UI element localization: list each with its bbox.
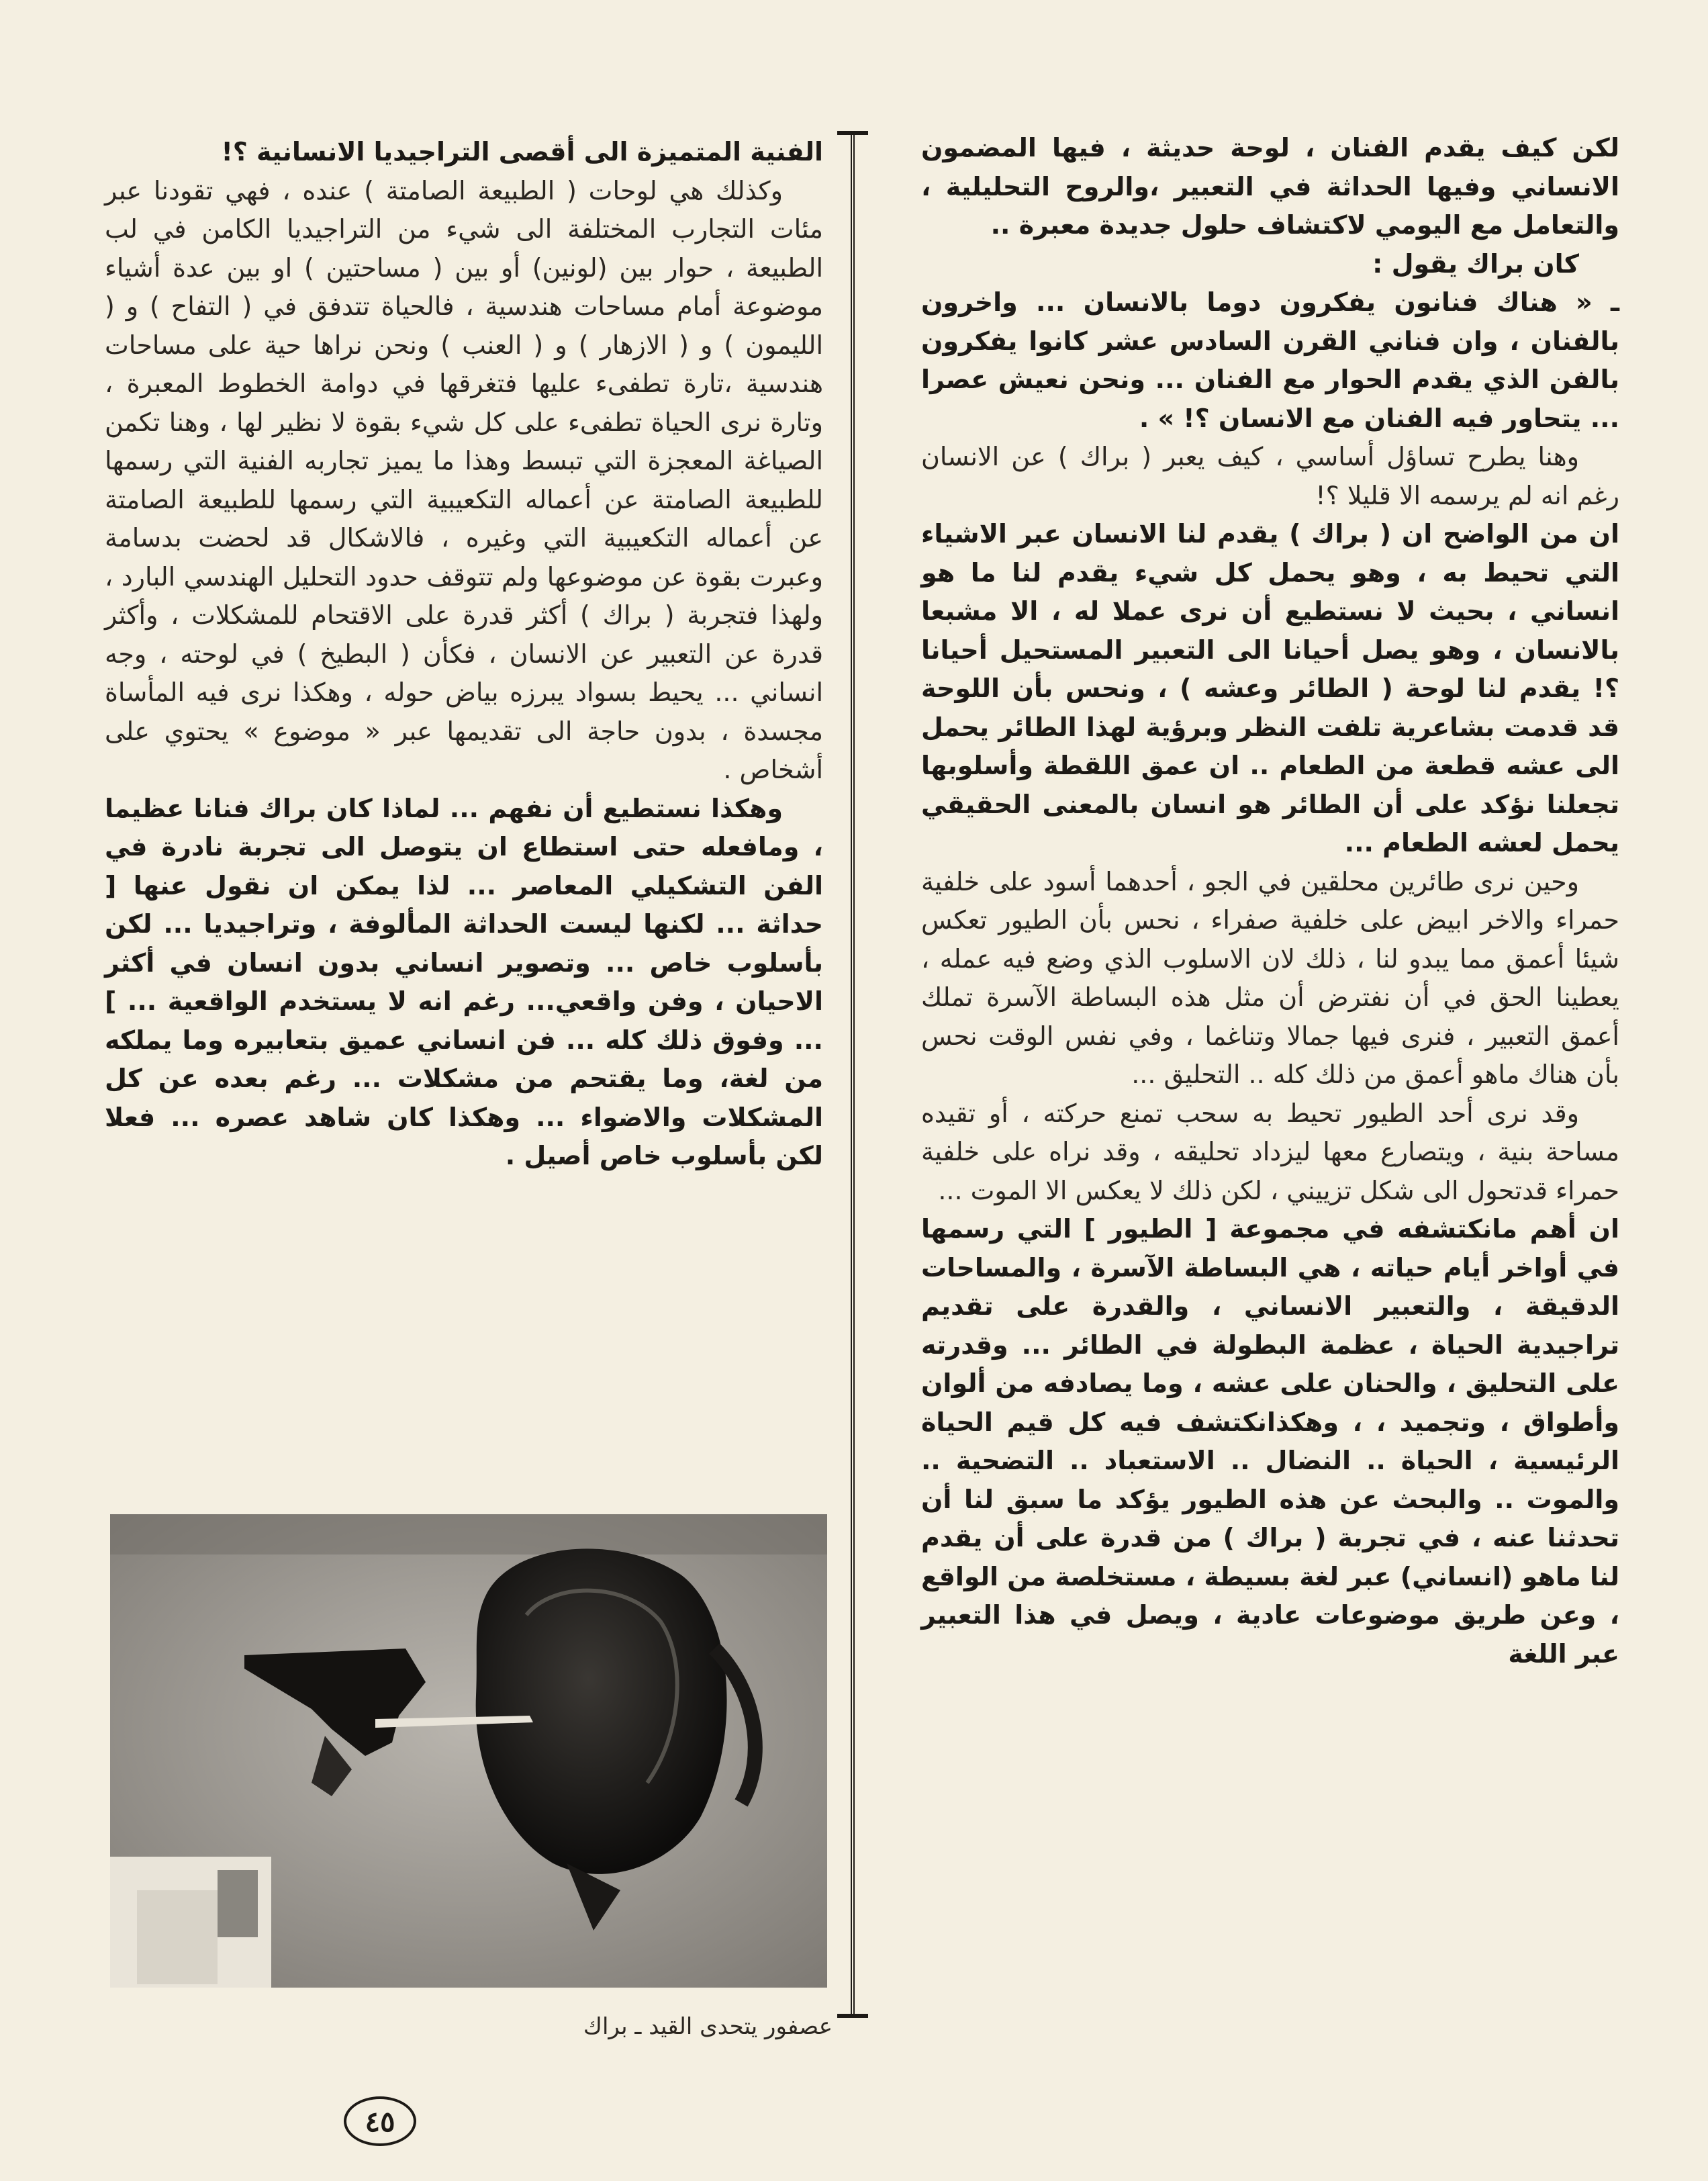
figure-caption: عصفور يتحدى القيد ـ براك <box>583 2013 833 2040</box>
right-paragraph-7: وقد نرى أحد الطيور تحيط به سحب تمنع حركته ، أو تقيده مساحة بنية ، ويتصارع معها ليزداد تحليقه ، وقد نراه على خلفية حمراء قدتحول الى شكل تزييني ، لكن ذلك لا يعكس الا الموت ... <box>921 1098 1619 1205</box>
painting-photo <box>110 1514 827 1988</box>
page-number: ٤٥ <box>344 2096 416 2146</box>
left-text-column <box>105 133 823 1170</box>
cage-shape <box>476 1548 727 1873</box>
right-text-column <box>921 129 1619 2142</box>
right-paragraph-4: وهنا يطرح تساؤل أساسي ، كيف يعبر ( براك ) عن الانسان رغم انه لم يرسمه الا قليلا ؟! <box>921 442 1619 510</box>
right-paragraph-8: ان أهم مانكتشفه في مجموعة [ الطيور ] التي رسمها في أواخر أيام حياته ، هي البساطة الآسرة ، والمساحات الدقيقة ، والتعبير الانساني ، والقدرة على تقديم تراجيدية الحياة ، عظمة البطولة في الطائر ... وقدرته على التحليق ، والحنان على عشه ، وما يصادفه من ألوان وأطواق ، وتجميد ، ، وهكذانكتشف فيه كل قيم الحياة الرئيسية ، الحياة .. النضال .. الاستعباد .. التضحية .. والموت .. والبحث عن هذه الطيور يؤكد ما سبق لنا أن تحدثنا عنه ، في تجربة ( براك ) من قدرة على أن يقدم لنا ماهو (انساني) عبر لغة بسيطة ، مستخلصة من الواقع ، وعن طريق موضوعات عادية ، ويصل في هذا التعبير عبر اللغة <box>921 1214 1619 1669</box>
right-paragraph-6: وحين نرى طائرين محلقين في الجو ، أحدهما أسود على خلفية حمراء والاخر ابيض على خلفية صفراء ، نحس بأن الطيور تعكس شيئا أعمق مما يبدو لنا ، ذلك لان الاسلوب الذي وضع فيه عمله ، يعطينا الحق في أن نفترض أن مثل هذه البساطة الآسرة تملك أعمق التعبير ، فنرى فيها جمالا وتناغما ، وفي نفس الوقت نحس بأن هناك ماهو أعمق من ذلك كله .. التحليق ... <box>921 866 1619 1089</box>
divider-line <box>851 135 855 2014</box>
braque-quote: ـ « هناك فنانون يفكرون دوما بالانسان ... واخرون بالفنان ، وان فناني القرن السادس عشر كانوا يفكرون بالفن الذي يقدم الحوار مع الفنان ... ونحن نعيش عصرا ... يتحاور فيه الفنان مع الانسان ؟! » . <box>921 287 1619 433</box>
right-paragraph-5: ان من الواضح ان ( براك ) يقدم لنا الانسان عبر الاشياء التي تحيط به ، وهو يحمل كل شيء يقدم لنا ما هو انساني ، بحيث لا نستطيع أن نرى عملا له ، الا مشبعا بالانسان ، وهو يصل أحيانا الى التعبير المستحيل أحيانا ؟! يقدم لنا لوحة ( الطائر وعشه ) ، ونحس بأن اللوحة قد قدمت بشاعرية تلفت النظر وبرؤية لهذا الطائر يحمل الى عشه قطعة من الطعام .. ان عمق اللقطة وأسلوبها تجعلنا نؤكد على أن الطائر هو انسان بالمعنى الحقيقي يحمل لعشه الطعام ... <box>921 519 1619 857</box>
left-paragraph-2: وكذلك هي لوحات ( الطبيعة الصامتة ) عنده ، فهي تقودنا عبر مئات التجارب المختلفة الى شيء من التراجيديا الكامن في لب الطبيعة ، حوار بين (لونين) أو بين ( مساحتين ) او بين عدة أشياء موضوعة أمام مساحات هندسية ، فالحياة تتدفق في ( التفاح ) و ( الليمون ) و ( الازهار ) و ( العنب ) ونحن نراها حية على مساحات هندسية ،تارة تطفىء عليها فتغرقها في دوامة الخطوط المعبرة ، وتارة نرى الحياة تطفىء على كل شيء بقوة لا نظير لها ، وهنا تكمن الصياغة المعجزة التي تبسط وهذا ما يميز تجاربه الفنية التي رسمها للطبيعة الصامتة عن أعماله التكعيبية التي رسمها للطبيعة الصامتة عن أعماله التكعيبية التي وغيره ، فالاشكال قد لحضت بدسامة وعبرت بقوة عن موضوعها ولم تتوقف حدود التحليل الهندسي البارد ، ولهذا فتجربة ( براك ) أكثر قدرة على الاقتحام للمشكلات ، وأكثر قدرة عن التعبير عن الانسان ، فكأن ( البطيخ ) في لوحته ، وجه انساني ... يحيط بسواد يبرزه بياض حوله ، وهكذا نرى فيه المأساة مجسدة ، بدون حاجة الى تقديمها عبر « موضوع » يحتوي على أشخاص . <box>105 175 823 784</box>
left-paragraph-1: الفنية المتميزة الى أقصى التراجيديا الانسانية ؟! <box>221 137 823 167</box>
painting-image <box>110 1514 827 1988</box>
column-divider <box>837 131 868 2018</box>
right-paragraph-1: لكن كيف يقدم الفنان ، لوحة حديثة ، فيها المضمون الانساني وفيها الحداثة في التعبير ،والروح التحليلية ، والتعامل مع اليومي لاكتشاف حلول جديدة معبرة .. <box>921 133 1619 240</box>
left-paragraph-3: وهكذا نستطيع أن نفهم ... لماذا كان براك فنانا عظيما ، ومافعله حتى استطاع ان يتوصل الى تجربة نادرة في الفن التشكيلي المعاصر ... لذا يمكن ان نقول عنها [ حداثة ... لكنها ليست الحداثة المألوفة ، وتراجيديا ... لكن بأسلوب خاص ... وتصوير انساني بدون انسان في أكثر الاحيان ، وفن واقعي... رغم انه لا يستخدم الواقعية ... ] ... وفوق ذلك كله ... فن انساني عميق بتعابيره وما يملكه من لغة، وما يقتحم من مشكلات ... رغم بعده عن كل المشكلات والاضواء ... وهكذا كان شاهد عصره ... فعلا لكن بأسلوب خاص أصيل . <box>105 793 823 1170</box>
right-paragraph-2: كان براك يقول : <box>1372 248 1579 279</box>
